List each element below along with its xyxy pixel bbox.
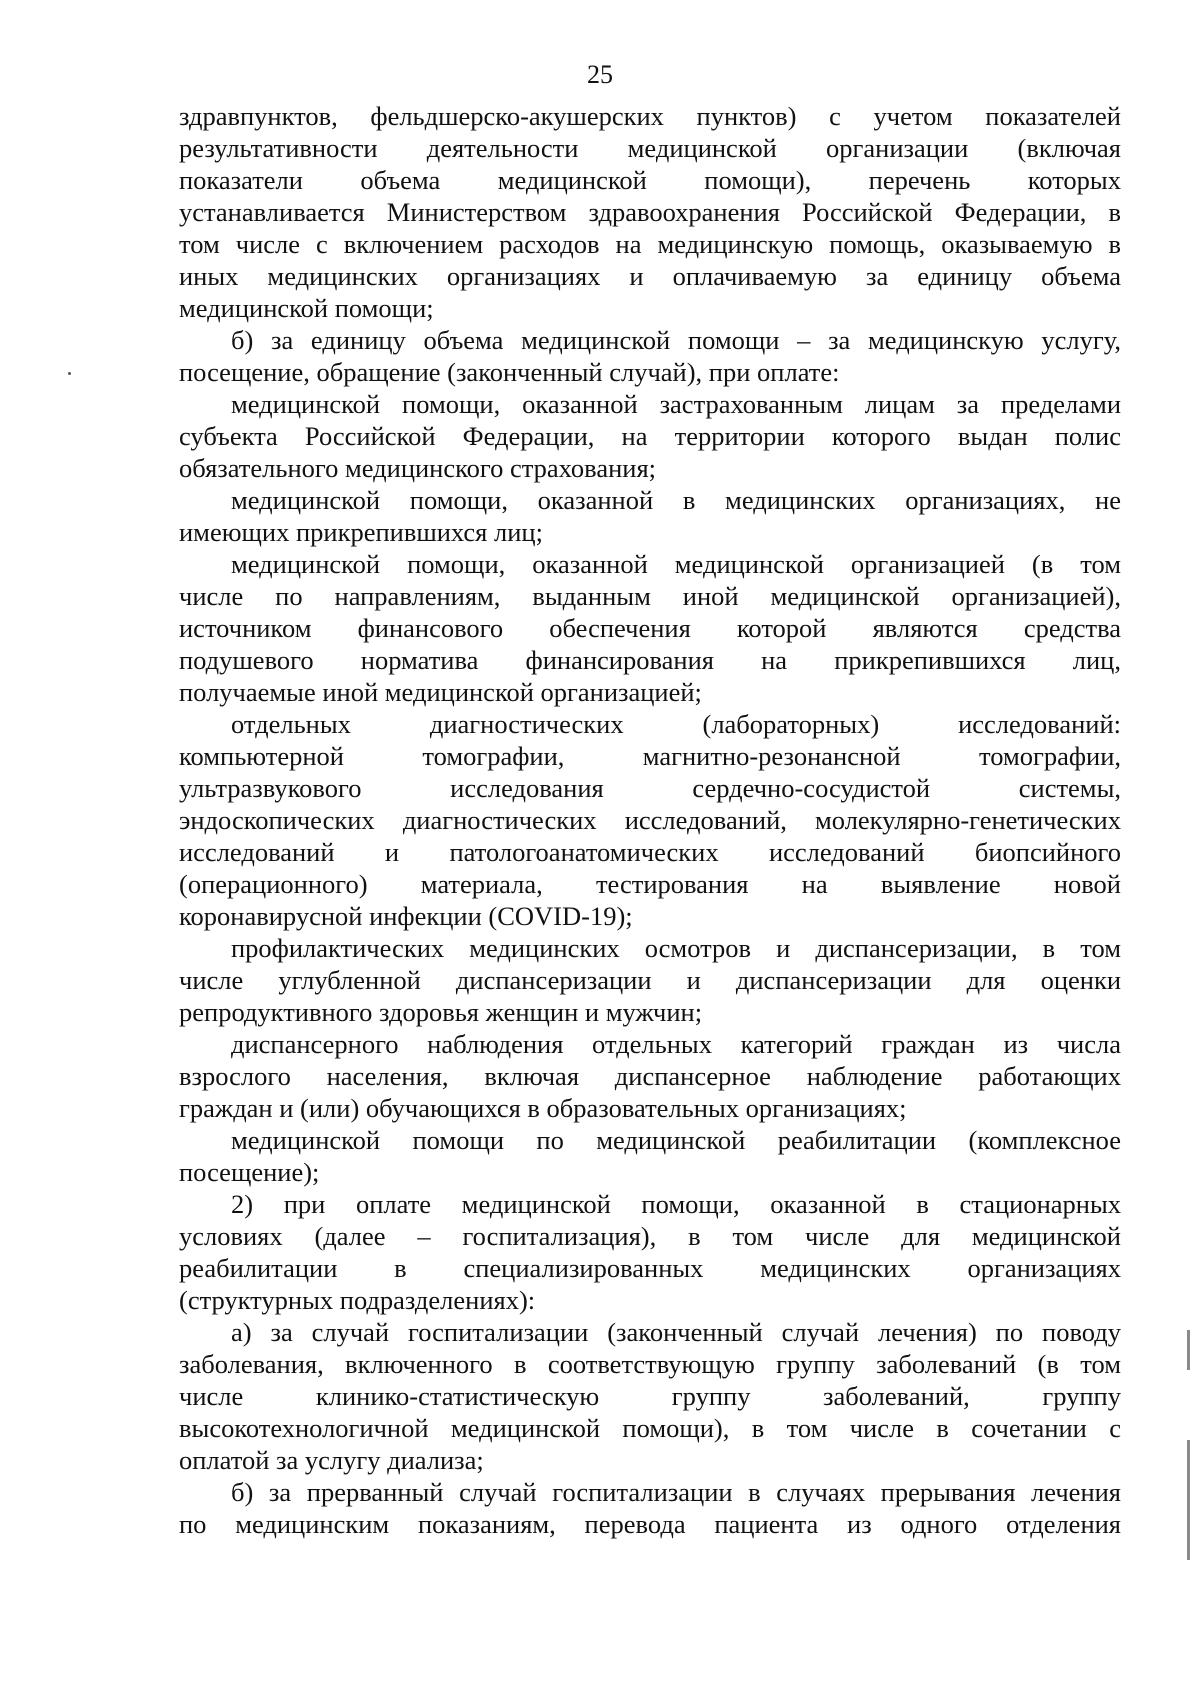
text-line: высокотехнологичной медицинской помощи), в том числе в сочетании с [179,1413,1121,1443]
text-line: б) за прерванный случай госпитализации в случаях прерывания лечения [231,1477,1121,1507]
text-line: по медицинским показаниям, перевода пациента из одного отделения [179,1509,1121,1539]
text-line: подушевого норматива финансирования на прикрепившихся лиц, [179,645,1121,675]
paragraph [179,1188,1121,1316]
text-line: (структурных подразделениях): [179,1285,536,1315]
document-body [179,100,1121,1540]
text-line: отдельных диагностических (лабораторных) исследований: [231,709,1121,739]
text-line: медицинской помощи, оказанной застрахованным лицам за пределами [231,389,1121,419]
text-line: результативности деятельности медицинской организации (включая [179,133,1121,163]
text-line: источником финансового обеспечения которой являются средства [179,613,1121,643]
text-line: а) за случай госпитализации (законченный случай лечения) по поводу [231,1317,1121,1347]
text-line: реабилитации в специализированных медицинских организациях [179,1253,1121,1283]
text-line: показатели объема медицинской помощи), перечень которых [179,165,1121,195]
text-line: профилактических медицинских осмотров и диспансеризации, в том [231,933,1121,963]
paragraph [179,1316,1121,1476]
text-line: медицинской помощи; [179,293,434,323]
text-line: медицинской помощи, оказанной медицинской организацией (в том [231,549,1121,579]
text-line: 2) при оплате медицинской помощи, оказанной в стационарных [231,1189,1121,1219]
text-line: компьютерной томографии, магнитно-резонансной томографии, [179,741,1121,771]
text-line: взрослого населения, включая диспансерное наблюдение работающих [179,1061,1121,1091]
text-line: граждан и (или) обучающихся в образовательных организациях; [179,1093,907,1123]
text-line: получаемые иной медицинской организацией; [179,677,702,707]
text-line: устанавливается Министерством здравоохранения Российской Федерации, в [179,197,1121,227]
text-line: посещение, обращение (законченный случай), при оплате: [179,357,840,387]
text-line: посещение); [179,1157,320,1187]
text-line: репродуктивного здоровья женщин и мужчин; [179,997,703,1027]
text-line: эндоскопических диагностических исследований, молекулярно-генетических [179,805,1121,835]
text-line: числе углубленной диспансеризации и диспансеризации для оценки [179,965,1121,995]
text-line: имеющих прикрепившихся лиц; [179,517,543,547]
page-number: 25 [587,60,613,89]
paragraph [179,324,1121,388]
text-line: субъекта Российской Федерации, на территории которого выдан полис [179,421,1121,451]
text-line: том числе с включением расходов на медицинскую помощь, оказываемую в [179,229,1121,259]
text-line: оплатой за услугу диализа; [179,1445,484,1475]
text-line: медицинской помощи, оказанной в медицинских организациях, не [231,485,1121,515]
scan-speck [68,372,71,375]
text-line: (операционного) материала, тестирования на выявление новой [179,869,1121,899]
text-line: б) за единицу объема медицинской помощи – за медицинскую услугу, [231,325,1121,355]
paragraph [179,548,1121,708]
text-line: обязательного медицинского страхования; [179,453,656,483]
text-line: условиях (далее – госпитализация), в том числе для медицинской [179,1221,1121,1251]
paragraph [179,932,1121,1028]
text-line: заболевания, включенного в соответствующую группу заболеваний (в том [179,1349,1121,1379]
text-line: диспансерного наблюдения отдельных категорий граждан из числа [231,1029,1121,1059]
paragraph [179,484,1121,548]
paragraph [179,1124,1121,1188]
text-line: ультразвукового исследования сердечно-сосудистой системы, [179,773,1121,803]
paragraph [179,708,1121,932]
text-line: исследований и патологоанатомических исследований биопсийного [179,837,1121,867]
paragraph [179,100,1121,324]
text-line: здравпунктов, фельдшерско-акушерских пунктов) с учетом показателей [179,101,1121,131]
paragraph [179,388,1121,484]
scan-edge-mark [1187,1330,1190,1370]
paragraph [179,1028,1121,1124]
text-line: числе клинико-статистическую группу заболеваний, группу [179,1381,1121,1411]
scan-edge-mark [1187,1440,1190,1560]
text-line: коронавирусной инфекции (COVID-19); [179,901,633,931]
text-line: медицинской помощи по медицинской реабилитации (комплексное [231,1125,1121,1155]
text-line: иных медицинских организациях и оплачиваемую за единицу объема [179,261,1121,291]
paragraph [179,1476,1121,1540]
text-line: числе по направлениям, выданным иной медицинской организацией), [179,581,1121,611]
